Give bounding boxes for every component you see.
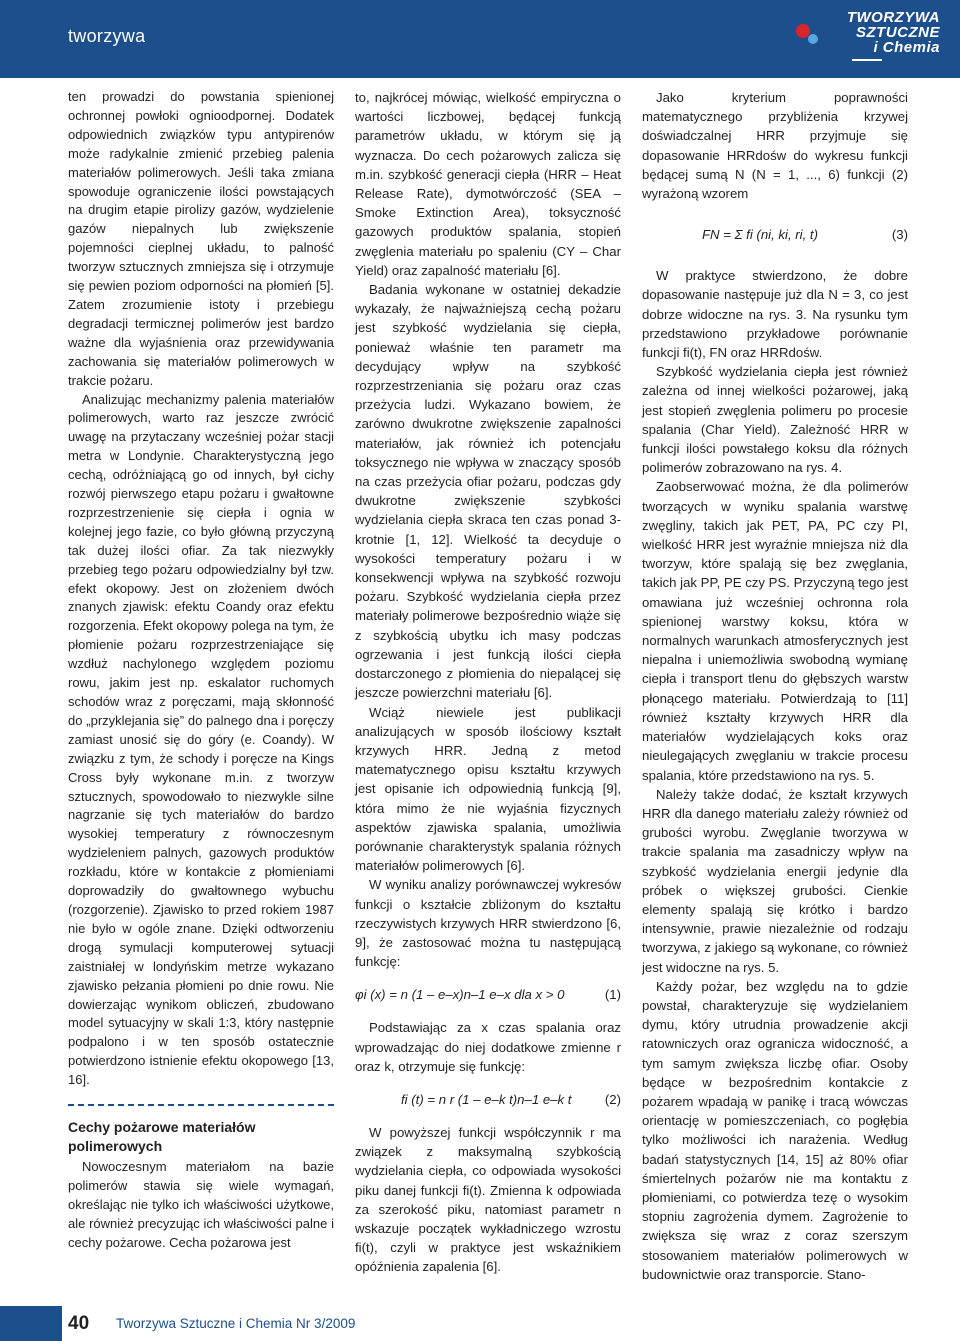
journal-issue: Tworzywa Sztuczne i Chemia Nr 3/2009	[116, 1316, 356, 1331]
col2-paragraph: Podstawiając za x czas spalania oraz wprowadzając do niej dodatkowe zmienne r oraz k, otrzymuje się funkcję:	[355, 1020, 621, 1074]
logo-line-3: i Chemia	[873, 39, 940, 56]
col3-paragraph: Każdy pożar, bez względu na to gdzie powstał, charakteryzuje się wydzielaniem dymu, który utrudnia prowadzenie akcji ratowniczych oraz ogranicza widoczność, a tym samym zwiększa liczbę ofiar. Osoby będące w bezpośrednim kontakcie z pożarem wpadają w panikę i tracą wówczas orientację w pomieszczeniach, co pogłębia tylko możliwości ich narażenia. Według badań statystycznych [14, 15] aż 80% ofiar śmiertelnych pożarów nie ma kontaktu z płomieniami, co potwierdza tezę o wysokim stopniu zagrożenia dymem. Zagrożenie to zwiększa się wraz z coraz szerszym stosowaniem materiałów polimerowych w budownictwie oraz transporcie. Stano-	[642, 978, 908, 1282]
column-3	[642, 88, 908, 1284]
col2-paragraph: to, najkrócej mówiąc, wielkość empiryczna o wartości liczbowej, będącej funkcją parametrów układu, w którym się ją wyznacza. Do cech pożarowych zalicza się m.in. szybkość generacji ciepła (HRR – Heat Release Rate), dymotwórczość (SEA – Smoke Extinction Area), toksyczność gazowych produktów spalania, stopień zwęglenia materiału po spaleniu (CY – Char Yield) oraz zapalność materiału [6].	[355, 90, 621, 278]
col2-paragraph: W wyniku analizy porównawczej wykresów funkcji o kształcie zbliżonym do kształtu rzeczywistych krzywych HRR stwierdzono [6, 9], że zastosować można tu następującą funkcję:	[355, 877, 621, 970]
col1-paragraph: ten prowadzi do powstania spienionej ochronnej powłoki ognioodpornej. Dodatek odpowiednich związków typu antypirenów może radykalnie zmienić przebieg palenia materiałów polimerowych. Jeśli taka zmiana spowoduje ograniczenie ilości powstających na drugim etapie pirolizy gazów, wydzielenie gazów niepalnych lub zwiększenie pojemności cieplnej układu, to palność tworzyw sztucznych zmniejsza się i otrzymuje się pewien poziom odporności na płomień [5]. Zatem zrozumienie istoty i przebiegu degradacji termicznej polimerów jest bardzo ważne dla wyjaśnienia oraz przewidywania zachowania się materiałów polimerowych w trakcie pożaru.	[68, 89, 334, 388]
col3-paragraph: Zaobserwować można, że dla polimerów tworzących w wyniku spalania warstwę zwęgliny, takich jak PET, PA, PC czy PI, wielkość HRR jest wyraźnie mniejsza niż dla tworzyw, które spalają się bez zwęglania, takich jak PP, PE czy PS. Przyczyną tego jest omawiana już wcześniej ochronna rola spienionej warstwy koksu, która w normalnych warunkach atmosferycznych jest niepalna i uniemożliwia swobodną wymianę ciepła i transport tlenu do głębszych warstw płonącego materiału. Potwierdzają to [11] również kształty krzywych HRR dla materiałów wydzielających koks oraz nieulegających zwęglaniu w trakcie procesu spalania, które przedstawiono na rys. 5.	[642, 479, 908, 783]
col1-paragraph: Analizując mechanizmy palenia materiałów polimerowych, warto raz jeszcze zwrócić uwagę na przytaczany wcześniej pożar stacji metra w Londynie. Charakterystyczną jego cechą, odróżniającą go od innych, był cichy rozwój pierwszego etapu pożaru i gwałtowne rozprzestrzenienie się ciepła i ognia w kolejnej jego fazie, co było główną przyczyną tak dużej ilości ofiar. Za tak niezwykły przebieg tego pożaru odpowiedzialny był tzw. efekt okopowy. Jest on złożeniem dwóch znanych zjawisk: efektu Coandy oraz efektu rozgorzenia. Efekt okopowy polega na tym, że płomienie pożaru rozprzestrzeniające się wzdłuż nachylonego względem poziomu rowu, jakim jest np. eskalator ruchomych schodów wraz z poręczami, mają skłonność do „przyklejania się” do palnego dna i poręczy zamiast unosić się do góry (e. Coandy). W związku z tym, że schody i poręcze na Kings Cross były wykonane m.in. z tworzyw sztucznych, spowodowało to niezwykle silne nagrzanie się tych materiałów do bardzo wysokiej temperatury z równoczesnym wydzieleniem palnych, gazowych produktów rozkładu, które w kontakcie z płomieniami doprowadziły do gwałtownego wybuchu (rozgorzenie). Zjawisko to przed rokiem 1987 nie było w ogóle znane. Dzięki odtworzeniu drogą symulacji komputerowej sytuacji zaistniałej w londyńskim metrze wykazano zjawisko pełzania płomieni po dnie rowu. Nie dowierzając wynikom obliczeń, zbudowano model sytuacyjny w skali 1:3, który następnie podpalono i w ten sposób ostatecznie potwierdzono istnienie efektu okopowego [13, 16].	[68, 391, 334, 1088]
column-2	[355, 88, 621, 1277]
col3-paragraph: Jako kryterium poprawności matematycznego przybliżenia krzywej doświadczalnej HRR przyjmuje się dopasowanie HRRdośw do wykresu funkcji będącej sumą N (N = 1, ..., 6) funkcji (2) wyrażoną wzorem	[642, 90, 908, 202]
footer-bar	[0, 1306, 62, 1341]
formula-2-expression: fi (t) = n r (1 – e–k t)n–1 e–k t	[401, 1091, 572, 1107]
formula-3	[642, 225, 908, 244]
section-label: tworzywa	[68, 26, 146, 46]
column-1	[68, 88, 334, 1253]
logo-rule	[852, 59, 882, 61]
logo-line-2: SZTUCZNE	[856, 24, 940, 41]
section-heading: Cechy pożarowe materiałów polimerowych	[68, 1119, 256, 1155]
col2-paragraph: W powyższej funkcji współczynnik r ma związek z maksymalną szybkością wydzielania ciepła, co odpowiada wysokości piku danej funkcji fi(t). Zmienna k odpowiada za szerokość piku, natomiast parametr n wskazuje początek wykładniczego wzrostu fi(t), czyli w praktyce jest wskaźnikiem opóźnienia zapalenia [6].	[355, 1124, 621, 1275]
formula-1-expression: φi (x) = n (1 – e–x)n–1 e–x dla x > 0	[355, 987, 565, 1003]
formula-3-number: (3)	[891, 227, 908, 243]
col3-paragraph: W praktyce stwierdzono, że dobre dopasowanie następuje już dla N = 3, co jest dobrze widoczne na rys. 3. Na rysunku tym przedstawiono przykładowe porównanie funkcji fi(t), FN oraz HRRdośw.	[642, 268, 908, 361]
formula-1-number: (1)	[604, 987, 621, 1003]
formula-2-number: (2)	[604, 1091, 621, 1107]
journal-logo	[800, 10, 940, 68]
formula-2	[355, 1090, 621, 1109]
formula-3-expression: FN = Σ fi (ni, ki, ri, t)	[702, 227, 818, 243]
formula-1	[355, 985, 621, 1004]
col1-section-paragraph: Nowoczesnym materiałom na bazie polimerów stawia się wiele wymagań, określając nie tylko ich właściwości użytkowe, ale również precyzując ich właściwości palne i cechy pożarowe. Cecha pożarowa jest	[68, 1159, 334, 1250]
col2-paragraph: Badania wykonane w ostatniej dekadzie wykazały, że najważniejszą cechą pożaru jest szybkość wydzielania się ciepła, ponieważ właśnie ten parametr ma decydujący wpływ na szybkość rozprzestrzeniania się pożaru oraz czas przeżycia ludzi. Wykazano bowiem, że zarówno dwukrotne zwiększenie zapalności materiałów, jak również ich potencjału toksycznego nie wpływa w znaczący sposób na czas przeżycia ofiar pożaru, podczas gdy dwukrotne zwiększenie szybkości wydzielania ciepła skraca ten czas ponad 3-krotnie [1, 12]. Wielkość ta decyduje o wysokości temperatury pożaru i w konsekwencji wpływa na szybkość rozwoju pożaru. Szybkość wydzielania ciepła przez materiały polimerowe bezpośrednio wiąże się z szybkością ubytku ich masy podczas ogrzewania i jest funkcją ilości ciepła dostarczonego z płomienia do niepalącej się jeszcze powierzchni materiału [6].	[355, 282, 621, 701]
col3-paragraph: Szybkość wydzielania ciepła jest również zależna od innej wielkości pożarowej, jaką jest stopień zwęglenia polimeru po procesie spalania (Char Yield). Zależność HRR w funkcji ilości powstałego koksu dla różnych polimerów zobrazowano na rys. 4.	[642, 364, 908, 476]
page-header	[0, 0, 960, 78]
page-number: 40	[68, 1313, 90, 1334]
col3-paragraph: Należy także dodać, że kształt krzywych HRR dla danego materiału zależy również od grubości wyrobu. Zwęglanie tworzywa w trakcie spalania ma zasadniczy wpływ na szybkość wydzielania energii jedynie dla próbek o większej grubości. Cienkie elementy spalają się krótko i bardzo intensywnie, prawie niezależnie od rodzaju tworzywa, z jakiego są wykonane, co również jest widoczne na rys. 5.	[642, 786, 908, 975]
logo-line-1: TWORZYWA	[846, 9, 940, 26]
col2-paragraph: Wciąż niewiele jest publikacji analizujących w sposób ilościowy kształt krzywych HRR. Jedną z metod matematycznego opisu kształtu krzywych jest opisanie ich odpowiednią funkcją [9], która mimo że nie wyjaśnia fizycznych aspektów zjawiska spalania, umożliwia porównanie charakterystyk spalania różnych materiałów polimerowych [6].	[355, 704, 621, 874]
section-divider	[68, 1104, 334, 1106]
logo-dot-blue-icon	[808, 34, 818, 44]
